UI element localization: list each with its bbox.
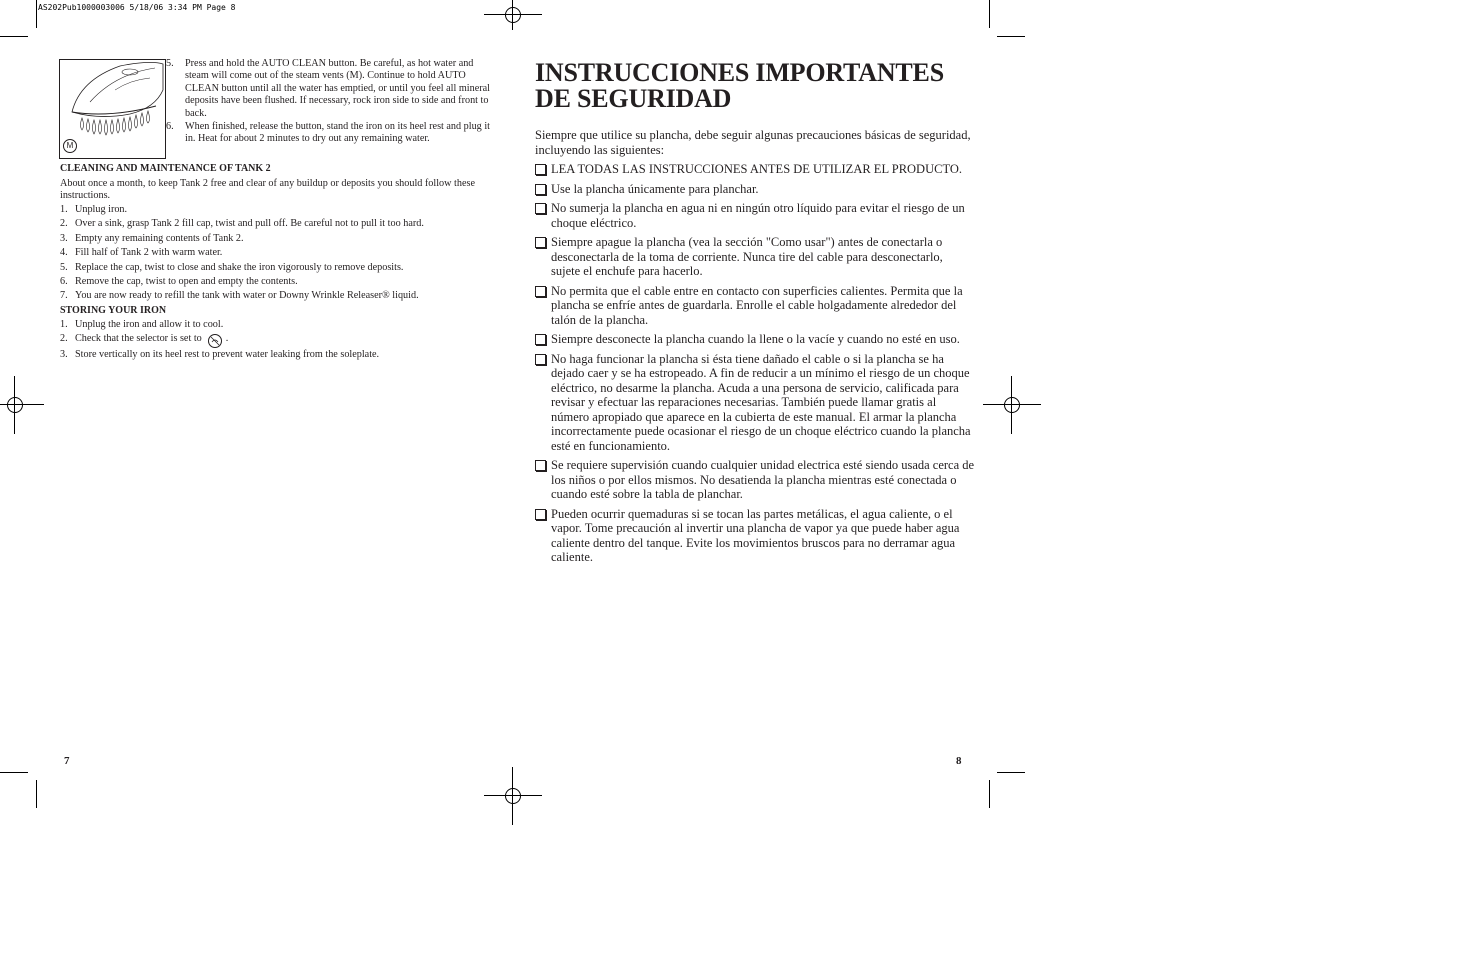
- list-item: Se requiere supervisión cuando cualquier unidad electrica esté siendo usada cerca de los niños o por ellos mismos. No desatienda la plancha mientras esté conectada o cuando esté sobre la tabla de planchar.: [535, 458, 975, 502]
- list-item: 4. Fill half of Tank 2 with warm water.: [60, 247, 223, 259]
- list-item: 3. Store vertically on its heel rest to prevent water leaking from the soleplate.: [60, 349, 380, 361]
- checkbox-icon: [535, 164, 546, 175]
- print-header: AS202Pub1000003006 5/18/06 3:34 PM Page 8: [38, 3, 236, 12]
- callout-m: M: [63, 139, 77, 153]
- list-item: No sumerja la plancha en agua ni en ningún otro líquido para evitar el riesgo de un choque eléctrico.: [535, 201, 975, 230]
- list-item: No haga funcionar la plancha si ésta tiene dañado el cable o si la plancha se ha dejado caer y se ha estropeado. A fin de reducir a un mínimo el riesgo de un choque eléctrico, no desarme la plancha. Acuda a una persona de servicio, calificada para revisar y efectuar las reparaciones necesarias. También puede llamar gratis al número apropiado que aparece en la cubierta de este manual. El armar la plancha incorrectamente puede ocasionar el riesgo de un choque eléctrico cuando la plancha esté en funcionamiento.: [535, 352, 975, 454]
- page-number-right: 8: [956, 755, 962, 767]
- list-item: 1. Unplug the iron and allow it to cool.: [60, 319, 224, 330]
- checkbox-icon: [535, 509, 546, 520]
- checkbox-icon: [535, 184, 546, 195]
- iron-auto-clean-figure: [59, 59, 166, 159]
- list-item: 3. Empty any remaining contents of Tank 2.: [60, 232, 244, 244]
- checkbox-icon: [535, 354, 546, 365]
- checkbox-icon: [535, 203, 546, 214]
- checkbox-icon: [535, 286, 546, 297]
- list-item: Use la plancha únicamente para planchar.: [535, 182, 975, 197]
- list-item: No permita que el cable entre en contacto con superficies calientes. Permita que la plancha se enfríe antes de guardarla. Enrolle el cable holgadamente alrededor del talón de la plancha.: [535, 284, 975, 328]
- checkbox-icon: [535, 460, 546, 471]
- list-item: 1. Unplug iron.: [60, 204, 128, 215]
- checkbox-icon: [535, 334, 546, 345]
- list-item: 7. You are now ready to refill the tank with water or Downy Wrinkle Releaser® liquid.: [60, 290, 419, 302]
- cleaning-steps: [60, 204, 490, 305]
- storing-heading: STORING YOUR IRON: [60, 305, 167, 316]
- list-item: 5. Replace the cap, twist to close and shake the iron vigorously to remove deposits.: [60, 261, 404, 273]
- safety-intro: Siempre que utilice su plancha, debe seguir algunas precauciones básicas de seguridad, incluyendo las siguientes:: [535, 128, 971, 157]
- page-number-left: 7: [64, 755, 70, 767]
- list-item: 2. Check that the selector is set to .: [60, 333, 490, 347]
- list-item: LEA TODAS LAS INSTRUCCIONES ANTES DE UTILIZAR EL PRODUCTO.: [535, 162, 975, 177]
- storing-steps: [60, 319, 490, 364]
- list-item: Siempre desconecte la plancha cuando la llene o la vacíe y cuando no esté en uso.: [535, 332, 975, 347]
- safety-list: [535, 162, 975, 570]
- registration-mark-right: [983, 376, 1041, 434]
- registration-mark-bottom: [484, 767, 542, 825]
- registration-mark-left: [0, 376, 44, 434]
- checkbox-icon: [535, 237, 546, 248]
- cleaning-heading: CLEANING AND MAINTENANCE OF TANK 2: [60, 163, 271, 174]
- cleaning-intro: About once a month, to keep Tank 2 free and clear of any buildup or deposits you should follow these instructions.: [60, 178, 475, 202]
- list-item: Siempre apague la plancha (vea la sección "Como usar") antes de conectarla o desconectarla de la toma de corriente. Nunca tire del cable para desconectarlo, sujete el enchufe para hacerlo.: [535, 235, 975, 279]
- list-item: 6. Remove the cap, twist to open and empty the contents.: [60, 276, 298, 288]
- registration-mark-top: [484, 0, 542, 58]
- list-item: Pueden ocurrir quemaduras si se tocan las partes metálicas, el agua caliente, o el vapor. Tome precaución al invertir una plancha de vapor ya que puede haber agua caliente dentro del tanque. Evite los movimientos bruscos para no derramar agua caliente.: [535, 507, 975, 565]
- page-title: INSTRUCCIONES IMPORTANTES DE SEGURIDAD: [535, 58, 944, 113]
- list-item: 2. Over a sink, grasp Tank 2 fill cap, twist and pull off. Be careful not to pull it too hard.: [60, 218, 424, 230]
- no-steam-icon: [208, 334, 222, 348]
